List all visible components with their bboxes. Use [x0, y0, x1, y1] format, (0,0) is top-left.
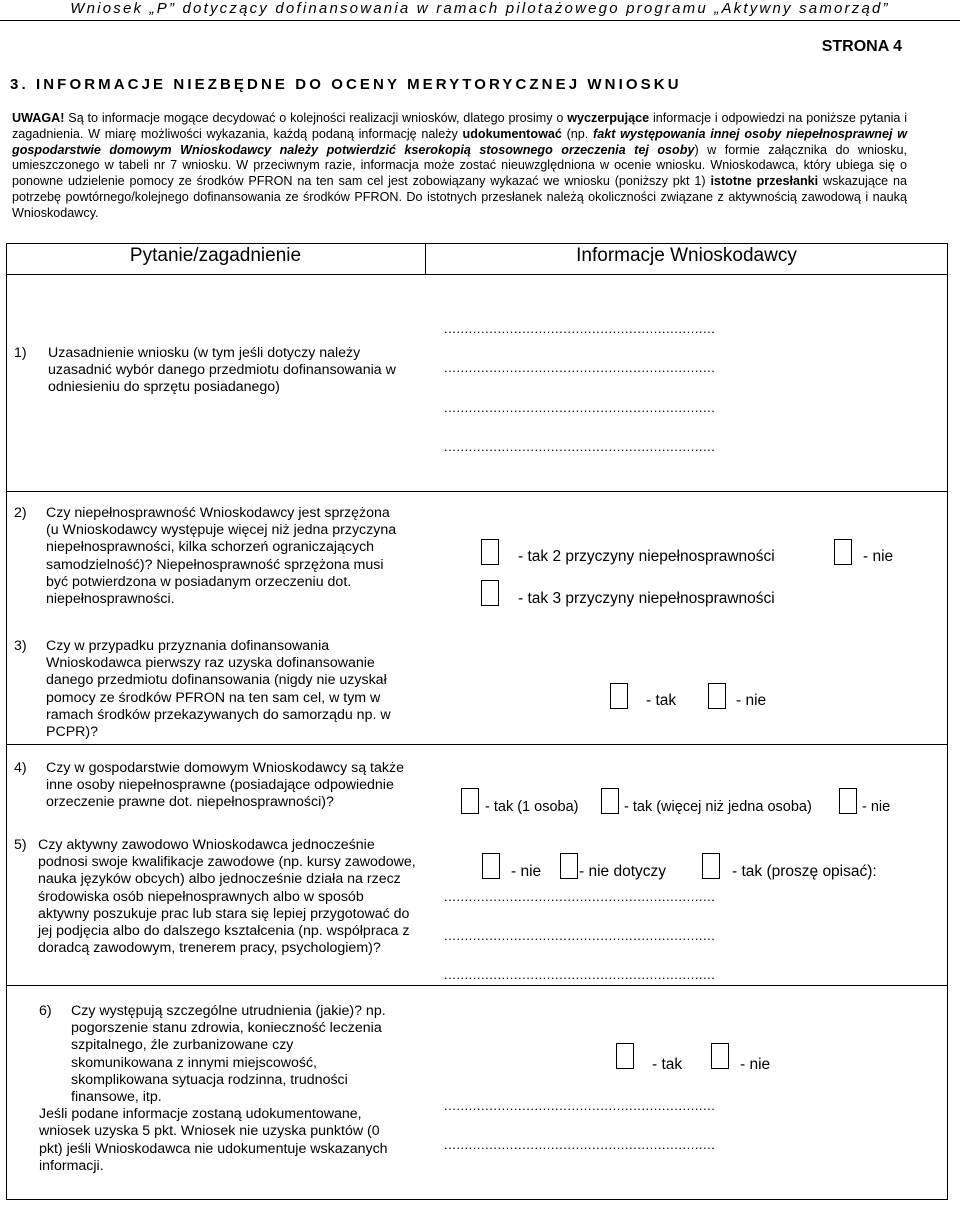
- question-3: [14, 638, 414, 741]
- question-text: Czy w gospodarstwie domowym Wnioskodawcy są także inne osoby niepełnosprawne (posiadające odpowiednie orzeczenie prawne dot. niepełnosprawności)?: [46, 760, 404, 811]
- section-title: 3. INFORMACJE NIEZBĘDNE DO OCENY MERYTORYCZNEJ WNIOSKU: [10, 76, 682, 93]
- option-label: - nie: [862, 799, 891, 815]
- checkbox-more-persons[interactable]: [601, 788, 619, 814]
- checkbox-no[interactable]: [834, 539, 852, 565]
- answer-line[interactable]: ..................................................................: [444, 321, 716, 336]
- row-divider: [6, 985, 948, 986]
- checkbox-2-causes[interactable]: [481, 539, 499, 565]
- row-divider: [6, 744, 948, 745]
- questions-table: [6, 243, 948, 1200]
- question-text: Czy aktywny zawodowo Wnioskodawca jednocześnie podnosi swoje kwalifikacje zawodowe (np. kursy zawodowe, nauka języków obcych) albo jednocześnie działa na rzecz środowiska osób niepełnosprawnych albo w sposób aktywny poszukuje prac lub stara się lepiej przygotować do jej podjęcia albo do dalszego kształcenia (np. współpraca z doradcą zawodowym, trenerem pracy, psychologiem)?: [38, 837, 416, 957]
- question-text: Czy w przypadku przyznania dofinansowania Wnioskodawca pierwszy raz uzyska dofinansowanie danego przedmiotu dofinansowania (nigdy nie uzyskał pomocy ze środków PFRON na ten sam cel, w tym w ramach środków przekazywanych do samorządu np. w PCPR)?: [46, 638, 391, 741]
- column-header-answer: Informacje Wnioskodawcy: [576, 245, 797, 266]
- question-number: 5): [14, 837, 27, 853]
- checkbox-yes[interactable]: [610, 683, 628, 709]
- option-label: - tak (więcej niż jedna osoba): [624, 799, 812, 815]
- question-text: Czy niepełnosprawność Wnioskodawcy jest sprzężona (u Wnioskodawcy występuje więcej niż jedna przyczyna niepełnosprawności, kilka schorzeń ograniczających samodzielność)? Niepełnosprawność sprzężona musi być potwierdzona w posiadanym orzeczeniu dot. niepełnosprawności.: [46, 505, 397, 608]
- question-number: 2): [14, 505, 27, 521]
- checkbox-not-applicable[interactable]: [560, 853, 578, 879]
- option-label: - nie: [863, 548, 894, 565]
- answer-line[interactable]: ..................................................................: [444, 967, 716, 982]
- option-label: - tak: [652, 1056, 683, 1073]
- option-label: - tak: [646, 692, 677, 709]
- question-6: [39, 1003, 419, 1175]
- option-label: - tak (1 osoba): [485, 799, 579, 815]
- checkbox-3-causes[interactable]: [481, 580, 499, 606]
- warning-label: UWAGA!: [12, 111, 65, 125]
- checkbox-yes-describe[interactable]: [702, 853, 720, 879]
- checkbox-no[interactable]: [839, 788, 857, 814]
- header-bottom-line: [6, 274, 948, 275]
- option-label: - tak (proszę opisać):: [732, 863, 877, 880]
- table-border-left: [6, 243, 7, 1200]
- checkbox-no[interactable]: [482, 853, 500, 879]
- question-number: 4): [14, 760, 27, 776]
- answer-line[interactable]: ..................................................................: [444, 1137, 716, 1152]
- column-header-question: Pytanie/zagadnienie: [129, 245, 302, 266]
- checkbox-no[interactable]: [708, 683, 726, 709]
- answer-line[interactable]: ..................................................................: [444, 928, 716, 943]
- table-border-bottom: [6, 1199, 948, 1200]
- option-label: - nie: [740, 1056, 771, 1073]
- page-number: STRONA 4: [821, 38, 902, 55]
- answer-line[interactable]: ..................................................................: [444, 360, 716, 375]
- answer-line[interactable]: ..................................................................: [444, 889, 716, 904]
- question-number: 6): [39, 1003, 52, 1019]
- option-label: - tak 3 przyczyny niepełnosprawności: [518, 590, 775, 607]
- answer-line[interactable]: ..................................................................: [444, 1098, 716, 1113]
- checkbox-one-person[interactable]: [461, 788, 479, 814]
- table-border-right: [947, 243, 948, 1200]
- answer-line[interactable]: ..................................................................: [444, 439, 716, 454]
- checkbox-no[interactable]: [711, 1043, 729, 1069]
- question-4: [14, 760, 414, 812]
- option-label: - tak 2 przyczyny niepełnosprawności: [518, 548, 775, 565]
- question-2: [14, 505, 414, 608]
- answer-line[interactable]: ..................................................................: [444, 400, 716, 415]
- question-5: [14, 837, 424, 957]
- option-label: - nie: [511, 863, 542, 880]
- question-number: 3): [14, 638, 27, 654]
- checkbox-yes[interactable]: [616, 1043, 634, 1069]
- question-text: Czy występują szczególne utrudnienia (jakie)? np. pogorszenie stanu zdrowia, konieczność leczenia szpitalnego, źle zurbanizowane czy skomunikowana z innymi miejscowość, skomplikowana sytuacja rodzinna, trudności finansowe, itp.: [71, 1003, 386, 1106]
- table-border-top: [6, 243, 948, 244]
- option-label: - nie dotyczy: [579, 863, 667, 880]
- document-header: Wniosek „P” dotyczący dofinansowania w ramach pilotażowego programu „Aktywny samorząd”: [0, 0, 960, 21]
- question-note: Jeśli podane informacje zostaną udokumentowane, wniosek uzyska 5 pkt. Wniosek nie uzyska punktów (0 pkt) jeśli Wnioskodawca nie udokumentuje wskazanych informacji.: [39, 1106, 388, 1174]
- question-1: [14, 345, 414, 397]
- question-number: 1): [14, 345, 27, 361]
- option-label: - nie: [736, 692, 767, 709]
- row-divider: [6, 491, 948, 492]
- question-text: Uzasadnienie wniosku (w tym jeśli dotyczy należy uzasadnić wybór danego przedmiotu dofinansowania w odniesieniu do sprzętu posiadanego): [48, 345, 396, 396]
- intro-paragraph: UWAGA! Są to informacje mogące decydować o kolejności realizacji wniosków, dlatego prosimy o wyczerpujące informacje i odpowiedzi na poniższe pytania i zagadnienia. W miarę możliwości wykazania, każdą podaną informację należy udokumentować (np. fakt występowania innej osoby niepełnosprawnej w gospodarstwie domowym Wnioskodawcy należy potwierdzić kserokopią stosownego orzeczenia tej osoby) w formie załącznika do wniosku, umieszczonego w tabeli nr 7 wniosku. W przeciwnym razie, informacja może zostać nieuwzględniona w ocenie wniosku. Wnioskodawca, który ubiega się o ponowne udzielenie pomocy ze środków PFRON na ten sam cel jest zobowiązany wykazać we wniosku (poniższy pkt 1) istotne przesłanki wskazujące na potrzebę powtórnego/kolejnego dofinansowania ze środków PFRON. Do istotnych przesłanek należą okoliczności związane z aktywnością zawodową i nauką Wnioskodawcy.: [12, 111, 908, 220]
